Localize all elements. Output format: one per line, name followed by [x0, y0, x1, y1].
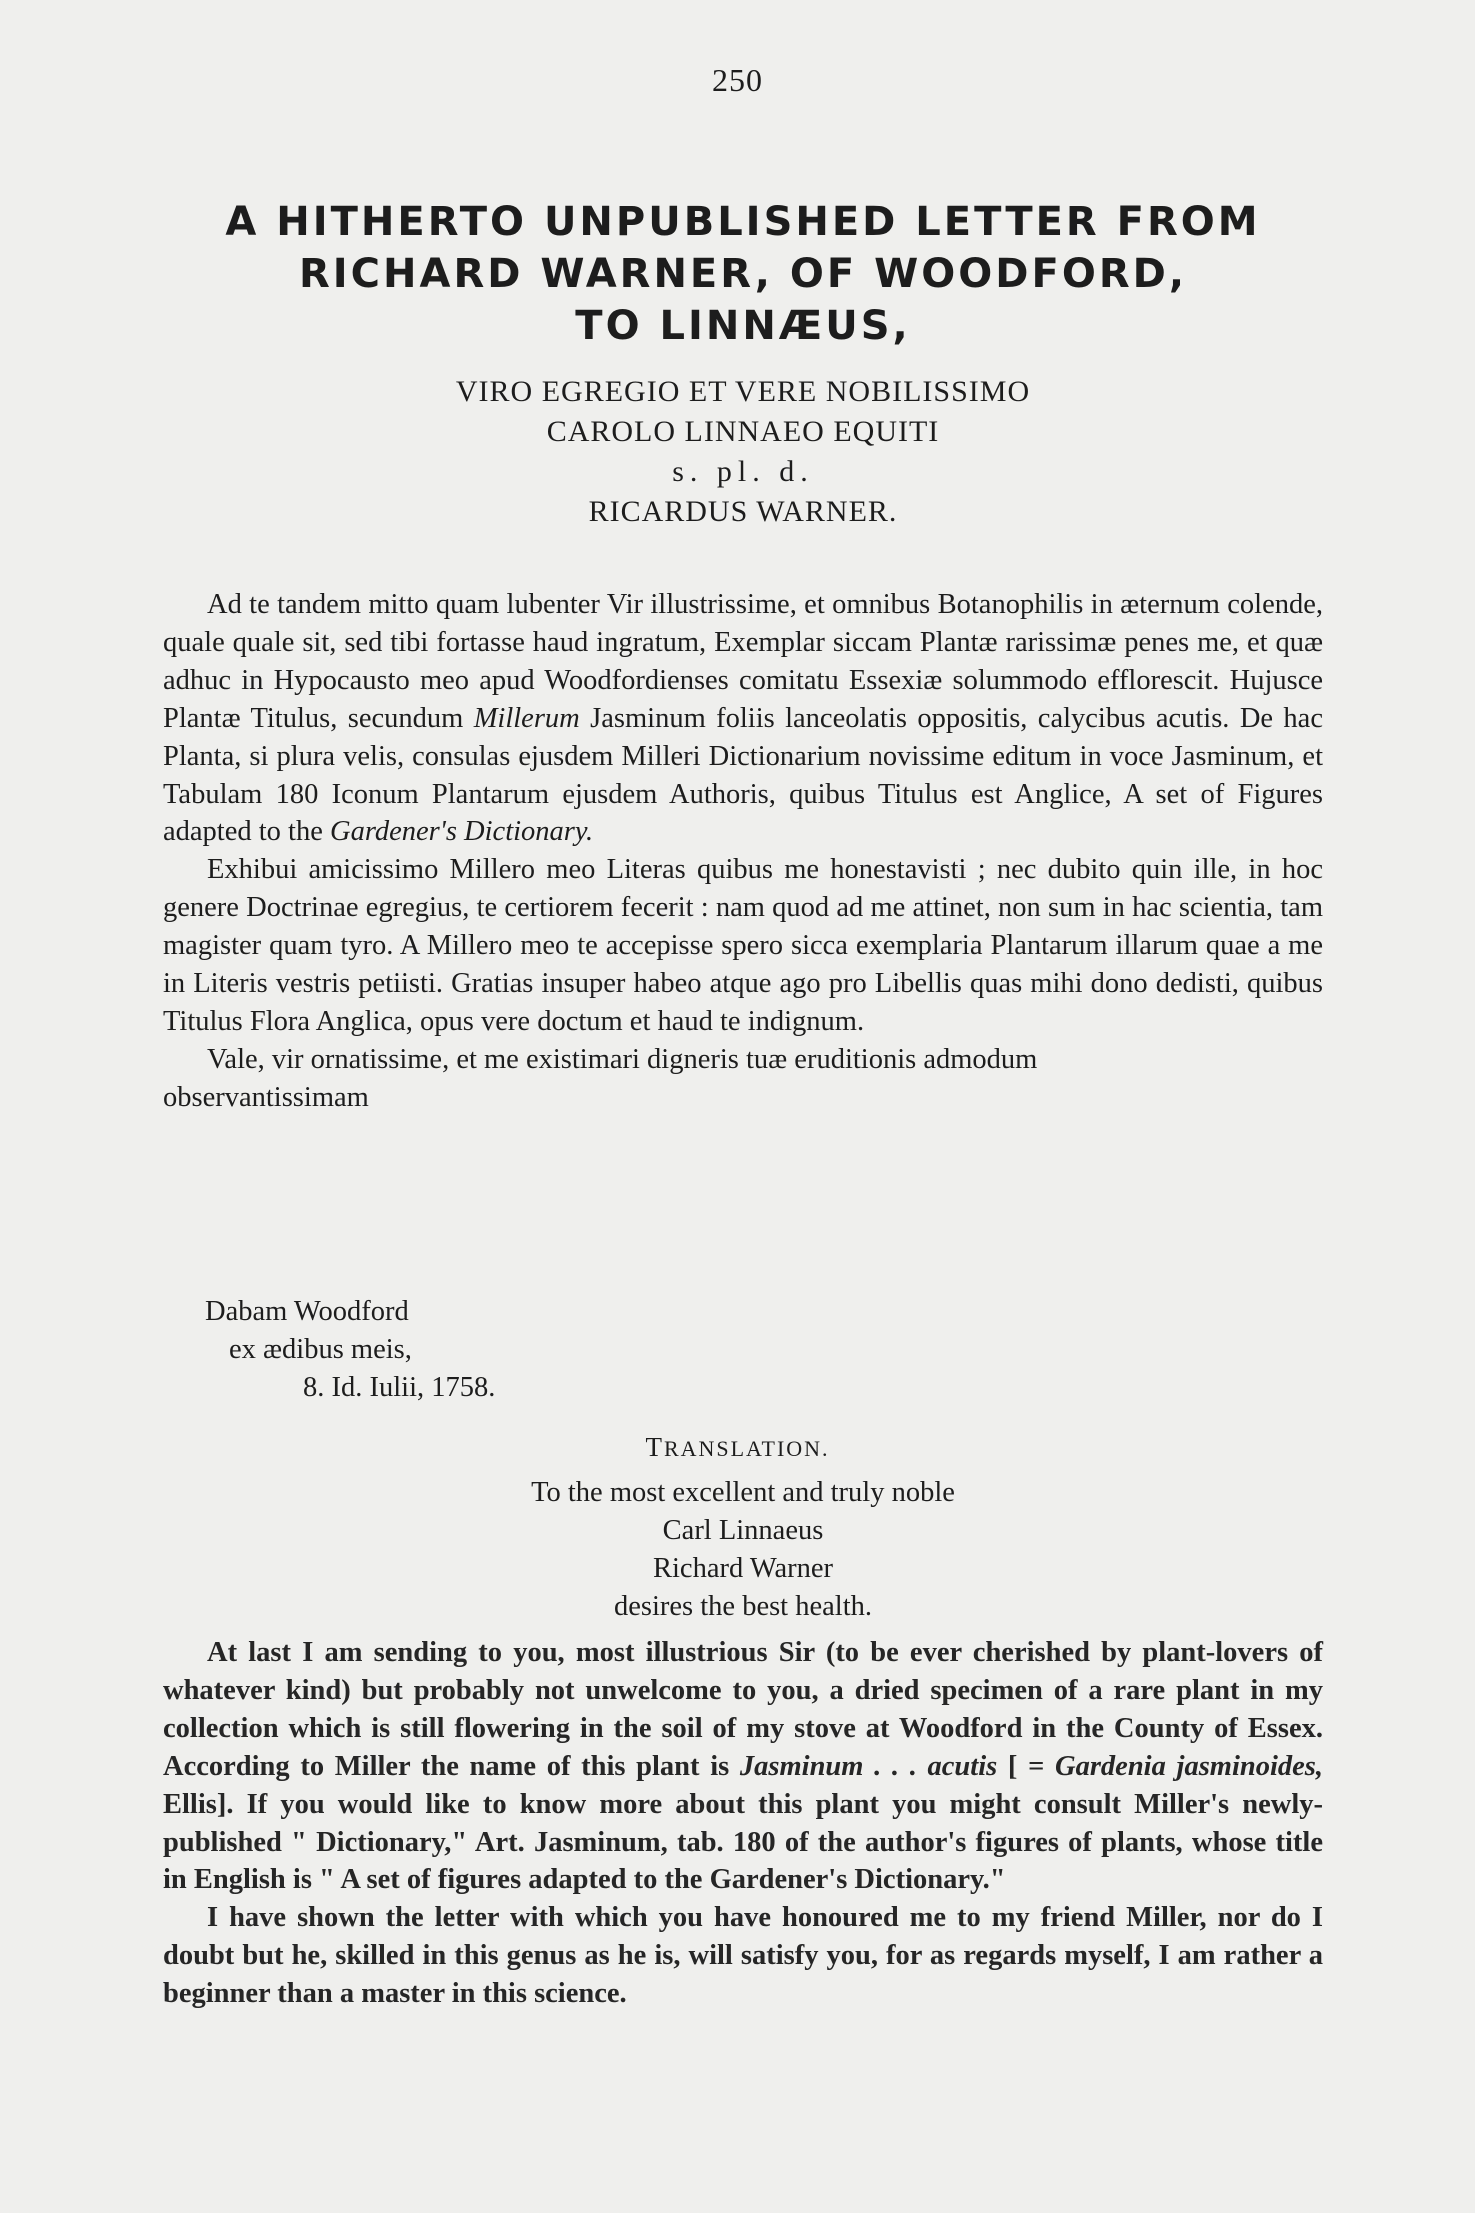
- latin-paragraph-1: [163, 586, 1323, 851]
- article-title: [163, 196, 1323, 352]
- latin-p1-italic-a: Millerum: [473, 702, 580, 734]
- letter-date-block: [163, 1293, 495, 1407]
- dedication-line-1: VIRO EGREGIO ET VERE NOBILISSIMO: [455, 375, 1031, 408]
- date-line-1: Dabam Woodford: [205, 1296, 409, 1327]
- date-line-3: 8. Id. Iulii, 1758.: [303, 1372, 496, 1403]
- dedication-line-3: s. pl. d.: [672, 455, 814, 488]
- latin-p1-italic-b: Gardener's Dictionary.: [329, 816, 594, 848]
- title-line-2: RICHARD WARNER, OF WOODFORD,: [298, 251, 1188, 297]
- english-translation-body: [163, 1634, 1323, 2013]
- latin-p1-text-a: Ad te tandem mitto quam lubenter Vir illustrissime, et omnibus Botanophilis in æternum colende, quale quale sit, sed tibi fortasse haud ingratum, Exemplar siccam Plantæ rarissimæ penes me, et quæ adhuc in Hypocausto meo apud Woodfordienses comitatu Essexiæ solummodo efflorescit. Hujusce Plantæ Titulus, secundum: [163, 589, 1323, 734]
- title-line-3: TO LINNÆUS,: [575, 303, 911, 349]
- latin-letter-body: [163, 586, 1323, 1117]
- latin-paragraph-2: Exhibui amicissimo Millero meo Literas quibus me honestavisti ; nec dubito quin ille, in hoc genere Doctrinae egregius, te certiorem fecerit : nam quod ad me attinet, non sum in hac scientia, tam magister quam tyro. A Millero meo te accepisse spero sicca exemplaria Plantarum illarum quae a me in Literis vestris petiisti. Gratias insuper habeo atque ago pro Libellis quas mihi dono dedisti, quibus Titulus Flora Anglica, opus vere doctum et haud te indignum.: [163, 854, 1323, 1037]
- latin-p1-text-b: Jasminum foliis lanceolatis oppositis, calycibus acutis. De hac Planta, si plura velis, consulas ejusdem Milleri Dictionarium novissime editum in voce Jasminum, et Tabulam 180 Iconum Plantarum ejusdem Authoris, quibus Titulus est Anglice, A set of Figures adapted to the: [163, 702, 1323, 848]
- dedication-line-2: CAROLO LINNAEO EQUITI: [546, 415, 940, 448]
- english-paragraph-1: [163, 1634, 1323, 1899]
- english-p1-text-c: Ellis]. If you would like to know more about this plant you might consult Miller's newly-published " Dictionary," Art. Jasminum, tab. 180 of the author's figures of plants, whose title in English is " A set of figures adapted to the Gardener's Dictionary.": [163, 1788, 1323, 1896]
- salutation-line-4: desires the best health.: [613, 1591, 872, 1622]
- english-p1-text-a: At last I am sending to you, most illustrious Sir (to be ever cherished by plant-lovers of whatever kind) but probably not unwelcome to you, a dried specimen of a rare plant in my collection which is still flowering in the soil of my stove at Woodford in the County of Essex. According to Miller the name of this plant is: [163, 1637, 1323, 1782]
- page-number: 250: [712, 62, 763, 98]
- english-paragraph-2: I have shown the letter with which you have honoured me to my friend Miller, nor do I doubt but he, skilled in this genus as he is, will satisfy you, for as regards myself, I am rather a beginner than a master in this science.: [163, 1902, 1323, 2010]
- english-p1-italic-a: Jasminum . . . acutis: [739, 1750, 998, 1782]
- translation-heading: [0, 1432, 1475, 1463]
- latin-closing-word: observantissimam: [163, 1081, 369, 1113]
- latin-paragraph-3: Vale, vir ornatissime, et me existimari digneris tuæ eruditionis admodum: [207, 1043, 1038, 1075]
- title-line-1: A HITHERTO UNPUBLISHED LETTER FROM: [225, 199, 1261, 245]
- translation-heading-initial: T: [645, 1432, 664, 1462]
- salutation-line-2: Carl Linnaeus: [662, 1515, 824, 1546]
- translation-heading-rest: RANSLATION.: [663, 1436, 830, 1461]
- letter-dedication: [163, 372, 1323, 532]
- salutation-line-3: Richard Warner: [653, 1553, 833, 1584]
- salutation-line-1: To the most excellent and truly noble: [531, 1477, 955, 1508]
- english-p1-italic-b: Gardenia jasminoides,: [1055, 1750, 1324, 1782]
- translation-salutation: [163, 1474, 1323, 1626]
- english-p1-text-b: [ =: [997, 1750, 1055, 1782]
- dedication-line-4: RICARDUS WARNER.: [588, 495, 898, 528]
- date-line-2: ex ædibus meis,: [229, 1334, 412, 1365]
